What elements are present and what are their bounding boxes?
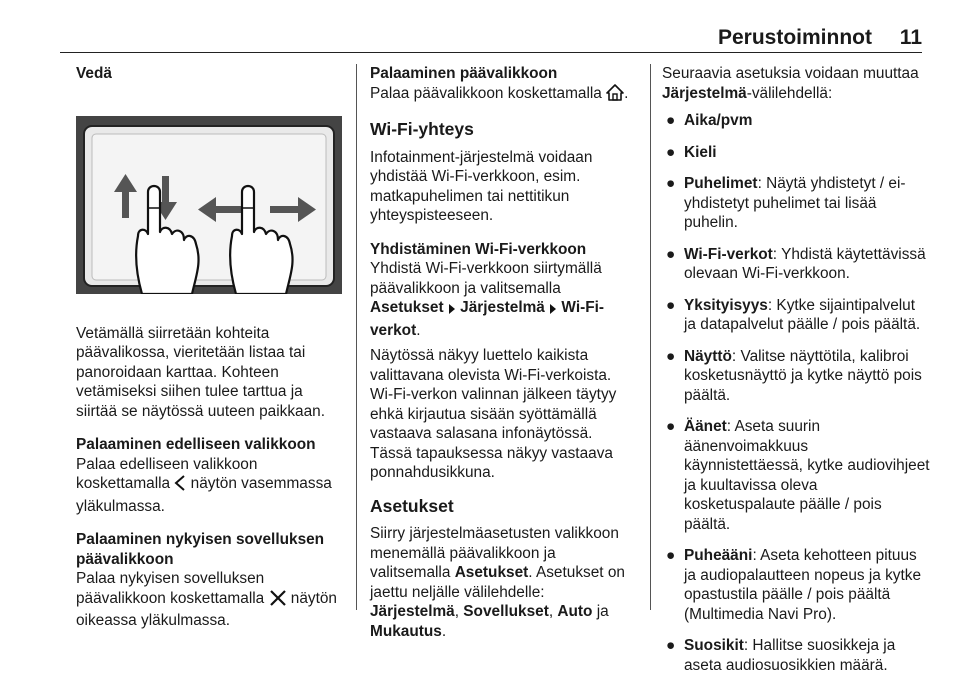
header-rule bbox=[60, 52, 922, 53]
bullet-icon: ● bbox=[666, 112, 676, 129]
path-arrow-icon bbox=[549, 301, 557, 321]
list-item: ● Suosikit: Hallitse suosikkeja ja aseta audiosuosikkien määrä. bbox=[666, 637, 896, 674]
column-divider bbox=[356, 64, 357, 610]
running-header-title: Perustoiminnot bbox=[717, 26, 872, 49]
bullet-icon: ● bbox=[666, 175, 676, 192]
path-arrow-icon bbox=[448, 301, 456, 321]
list-item: ● Yksityisyys: Kytke sijaintipalvelut ja datapalvelut päälle / pois päältä. bbox=[666, 296, 921, 333]
system-settings-list bbox=[662, 111, 930, 675]
back-chevron-icon bbox=[174, 475, 186, 497]
close-x-icon bbox=[269, 590, 287, 612]
column-divider bbox=[650, 64, 651, 610]
list-item: ● Aika/pvm bbox=[666, 112, 753, 129]
drag-heading: Vedä bbox=[76, 65, 112, 82]
settings-heading: Asetukset bbox=[370, 495, 454, 516]
column-3 bbox=[662, 64, 930, 687]
bullet-icon: ● bbox=[666, 418, 676, 435]
home-icon bbox=[606, 84, 624, 107]
wifi-connect-description: Yhdistä Wi-Fi-verkkoon siirtymällä päävalikkoon ja valitsemalla Asetukset Järjestelmä Wi-Fi-verkot. bbox=[370, 260, 605, 339]
wifi-heading: Wi-Fi-yhteys bbox=[370, 119, 474, 139]
system-tab-intro: Seuraavia asetuksia voidaan muuttaa Järjestelmä-välilehdellä: bbox=[662, 65, 919, 102]
list-item: ● Wi-Fi-verkot: Yhdistä käytettävissä olevaan Wi-Fi-verkkoon. bbox=[666, 245, 926, 282]
drag-description: Vetämällä siirretään kohteita päävalikossa, vieritetään listaa tai panoroidaan karttaa. Kohteen vetämiseksi siihen tulee tarttua ja siirtää se näytössä uuteen paikkaan. bbox=[76, 324, 325, 420]
main-menu-heading: Palaaminen päävalikkoon bbox=[370, 65, 558, 82]
list-item: ● Äänet: Aseta suurin äänenvoimakkuus käynnistettäessä, kytke audiovihjeet ja kuultavissa oleva kosketuspalaute päälle / pois päältä. bbox=[666, 418, 930, 533]
bullet-icon: ● bbox=[666, 143, 676, 161]
current-app-description: Palaa nykyisen sovelluksen päävalikkoon koskettamalla näytön oikeassa yläkulmassa. bbox=[76, 570, 337, 629]
list-item: ● Näyttö: Valitse näyttötila, kalibroi kosketusnäyttö ja kytke näyttö pois päältä. bbox=[666, 347, 922, 404]
page-number: 11 bbox=[899, 26, 922, 49]
settings-description: Siirry järjestelmäasetusten valikkoon menemällä päävalikkoon ja valitsemalla Asetukset. Asetukset on jaettu neljälle välilehdelle: Järjestelmä, Sovellukset, Auto ja Mukautus. bbox=[370, 525, 625, 640]
drag-gesture-illustration bbox=[76, 116, 342, 294]
bullet-icon: ● bbox=[666, 637, 676, 654]
current-app-heading: Palaaminen nykyisen sovelluksen päävalikkoon bbox=[76, 531, 325, 568]
bullet-icon: ● bbox=[666, 245, 676, 263]
list-item: ● Puheääni: Aseta kehotteen pituus ja audiopalautteen nopeus ja kytke opastustila päälle / pois päältä (Multimedia Navi Pro). bbox=[666, 547, 922, 623]
wifi-description: Infotainment-järjestelmä voidaan yhdistää Wi-Fi-verkkoon, esim. matkapuhelimen tai nettitikun yhteyspisteeseen. bbox=[370, 148, 593, 224]
column-1 bbox=[76, 64, 344, 645]
list-item: ● Kieli bbox=[666, 143, 717, 161]
prev-menu-heading: Palaaminen edelliseen valikkoon bbox=[76, 436, 316, 453]
column-2 bbox=[370, 64, 634, 655]
prev-menu-description: Palaa edelliseen valikkoon koskettamalla näytön vasemmassa yläkulmassa. bbox=[76, 455, 332, 515]
main-menu-description: Palaa päävalikkoon koskettamalla . bbox=[370, 84, 634, 107]
wifi-connect-heading: Yhdistäminen Wi-Fi-verkkoon bbox=[370, 240, 587, 258]
list-item: ● Puhelimet: Näytä yhdistetyt / ei-yhdistetyt puhelimet tai lisää puhelin. bbox=[666, 175, 906, 231]
wifi-list-description: Näytössä näkyy luettelo kaikista valittavana olevista Wi-Fi-verkoista. Wi-Fi-verkon valinnan jälkeen täytyy ehkä kirjautua sisään syöttämällä vastaava salasana infonäytössä. Tässä tapauksessa näkyy vastaava ponnahdusikkuna. bbox=[370, 347, 617, 481]
bullet-icon: ● bbox=[666, 347, 676, 365]
bullet-icon: ● bbox=[666, 296, 676, 314]
bullet-icon: ● bbox=[666, 547, 676, 564]
